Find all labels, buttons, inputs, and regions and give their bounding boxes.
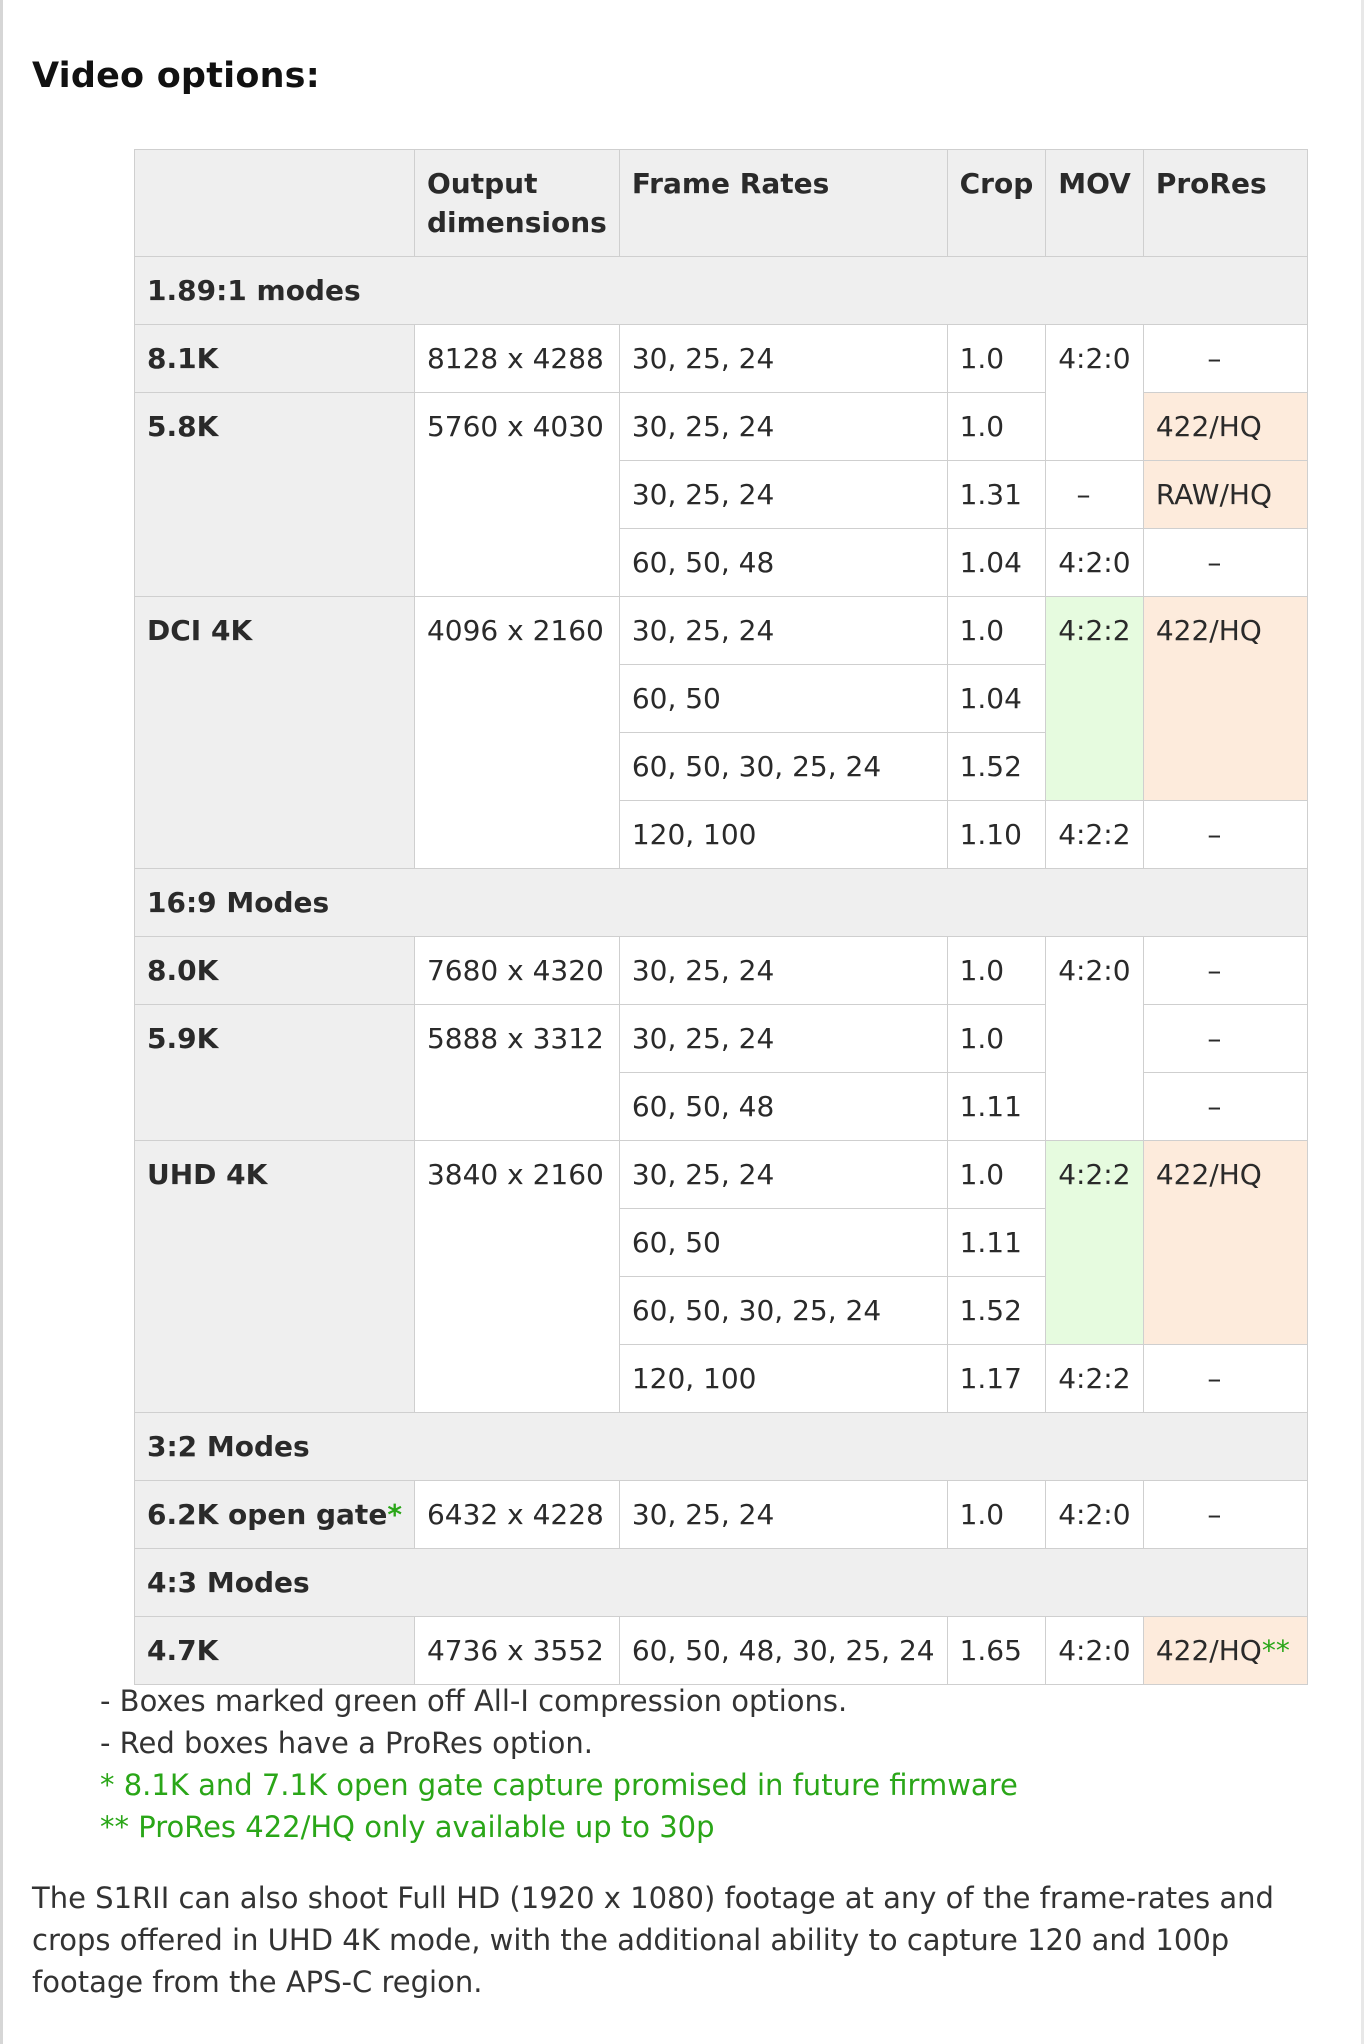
crop-cell: 1.11 <box>947 1209 1046 1277</box>
crop-cell: 1.0 <box>947 937 1046 1005</box>
footnote-marker: ** <box>1261 1634 1290 1667</box>
header-output-dimensions: Output dimensions <box>414 150 619 257</box>
rates-cell: 30, 25, 24 <box>619 597 947 665</box>
section-row <box>135 1549 1308 1617</box>
crop-cell: 1.10 <box>947 801 1046 869</box>
rates-cell: 30, 25, 24 <box>619 393 947 461</box>
table-row <box>135 937 1308 1005</box>
mode-cell: 4.7K <box>135 1617 415 1685</box>
mode-cell: DCI 4K <box>135 597 415 869</box>
crop-cell: 1.04 <box>947 529 1046 597</box>
dims-cell: 6432 x 4228 <box>414 1481 619 1549</box>
left-border <box>0 0 3 2044</box>
dims-cell: 4096 x 2160 <box>414 597 619 869</box>
dims-cell: 5888 x 3312 <box>414 1005 619 1141</box>
footnote-marker: * <box>387 1498 402 1531</box>
section-title: 3:2 Modes <box>135 1413 1308 1481</box>
table-row <box>135 1141 1308 1209</box>
page-heading: Video options: <box>32 56 320 96</box>
rates-cell: 60, 50, 48, 30, 25, 24 <box>619 1617 947 1685</box>
header-frame-rates: Frame Rates <box>619 150 947 257</box>
crop-cell: 1.17 <box>947 1345 1046 1413</box>
mov-cell: 4:2:2 <box>1046 801 1144 869</box>
rates-cell: 60, 50 <box>619 1209 947 1277</box>
rates-cell: 60, 50 <box>619 665 947 733</box>
rates-cell: 30, 25, 24 <box>619 1141 947 1209</box>
mode-cell: 5.8K <box>135 393 415 597</box>
prores-cell: – <box>1143 325 1307 393</box>
mode-cell: 5.9K <box>135 1005 415 1141</box>
prores-cell: 422/HQ <box>1143 393 1307 461</box>
prores-label: 422/HQ <box>1155 1634 1262 1667</box>
mode-cell: 8.0K <box>135 937 415 1005</box>
table-row <box>135 1617 1308 1685</box>
video-options-table <box>134 149 1308 1685</box>
footnote-single-star: * 8.1K and 7.1K open gate capture promised in future firmware <box>100 1768 1018 1802</box>
table-row <box>135 1481 1308 1549</box>
crop-cell: 1.65 <box>947 1617 1046 1685</box>
rates-cell: 60, 50, 48 <box>619 529 947 597</box>
section-row <box>135 869 1308 937</box>
prores-cell: – <box>1143 937 1307 1005</box>
crop-cell: 1.0 <box>947 393 1046 461</box>
note-green-boxes: - Boxes marked green off All-I compression options. <box>100 1684 848 1718</box>
crop-cell: 1.0 <box>947 1481 1046 1549</box>
crop-cell: 1.31 <box>947 461 1046 529</box>
prores-cell: – <box>1143 1005 1307 1073</box>
mode-cell: 8.1K <box>135 325 415 393</box>
dims-cell: 7680 x 4320 <box>414 937 619 1005</box>
dims-cell: 5760 x 4030 <box>414 393 619 597</box>
table-row <box>135 325 1308 393</box>
crop-cell: 1.0 <box>947 325 1046 393</box>
rates-cell: 30, 25, 24 <box>619 1005 947 1073</box>
footnote-double-star: ** ProRes 422/HQ only available up to 30p <box>100 1810 715 1844</box>
rates-cell: 120, 100 <box>619 1345 947 1413</box>
mov-cell: – <box>1046 461 1144 529</box>
rates-cell: 30, 25, 24 <box>619 461 947 529</box>
crop-cell: 1.0 <box>947 597 1046 665</box>
rates-cell: 60, 50, 48 <box>619 1073 947 1141</box>
crop-cell: 1.52 <box>947 1277 1046 1345</box>
rates-cell: 30, 25, 24 <box>619 325 947 393</box>
table-header-row <box>135 150 1308 257</box>
dims-cell: 4736 x 3552 <box>414 1617 619 1685</box>
mov-cell: 4:2:0 <box>1046 325 1144 461</box>
dims-cell: 8128 x 4288 <box>414 325 619 393</box>
section-title: 1.89:1 modes <box>135 257 1308 325</box>
crop-cell: 1.0 <box>947 1141 1046 1209</box>
mov-cell: 4:2:0 <box>1046 937 1144 1141</box>
mov-cell: 4:2:2 <box>1046 597 1144 801</box>
prores-cell: – <box>1143 529 1307 597</box>
header-crop: Crop <box>947 150 1046 257</box>
header-mov: MOV <box>1046 150 1144 257</box>
header-prores: ProRes <box>1143 150 1307 257</box>
crop-cell: 1.0 <box>947 1005 1046 1073</box>
prores-cell: – <box>1143 801 1307 869</box>
note-red-boxes: - Red boxes have a ProRes option. <box>100 1726 593 1760</box>
table-row <box>135 597 1308 665</box>
prores-cell: – <box>1143 1345 1307 1413</box>
prores-cell: RAW/HQ <box>1143 461 1307 529</box>
section-title: 4:3 Modes <box>135 1549 1308 1617</box>
mov-cell: 4:2:0 <box>1046 529 1144 597</box>
crop-cell: 1.11 <box>947 1073 1046 1141</box>
rates-cell: 60, 50, 30, 25, 24 <box>619 1277 947 1345</box>
mov-cell: 4:2:0 <box>1046 1481 1144 1549</box>
mov-cell: 4:2:2 <box>1046 1345 1144 1413</box>
mode-cell: UHD 4K <box>135 1141 415 1413</box>
mode-cell <box>135 1481 415 1549</box>
prores-cell: – <box>1143 1481 1307 1549</box>
mov-cell: 4:2:2 <box>1046 1141 1144 1345</box>
prores-cell: – <box>1143 1073 1307 1141</box>
prores-cell: 422/HQ <box>1143 1141 1307 1345</box>
header-mode <box>135 150 415 257</box>
crop-cell: 1.04 <box>947 665 1046 733</box>
prores-cell: 422/HQ <box>1143 597 1307 801</box>
section-row <box>135 257 1308 325</box>
body-paragraph: The S1RII can also shoot Full HD (1920 x 1080) footage at any of the frame-rates and crops offered in UHD 4K mode, with the additional ability to capture 120 and 100p footage from the APS-C region. <box>32 1881 1274 1999</box>
section-row <box>135 1413 1308 1481</box>
section-title: 16:9 Modes <box>135 869 1308 937</box>
mov-cell: 4:2:0 <box>1046 1617 1144 1685</box>
rates-cell: 30, 25, 24 <box>619 1481 947 1549</box>
rates-cell: 120, 100 <box>619 801 947 869</box>
prores-cell <box>1143 1617 1307 1685</box>
dims-cell: 3840 x 2160 <box>414 1141 619 1413</box>
mode-label: 6.2K open gate <box>147 1498 388 1531</box>
rates-cell: 60, 50, 30, 25, 24 <box>619 733 947 801</box>
crop-cell: 1.52 <box>947 733 1046 801</box>
rates-cell: 30, 25, 24 <box>619 937 947 1005</box>
table-notes <box>100 1680 1018 1848</box>
